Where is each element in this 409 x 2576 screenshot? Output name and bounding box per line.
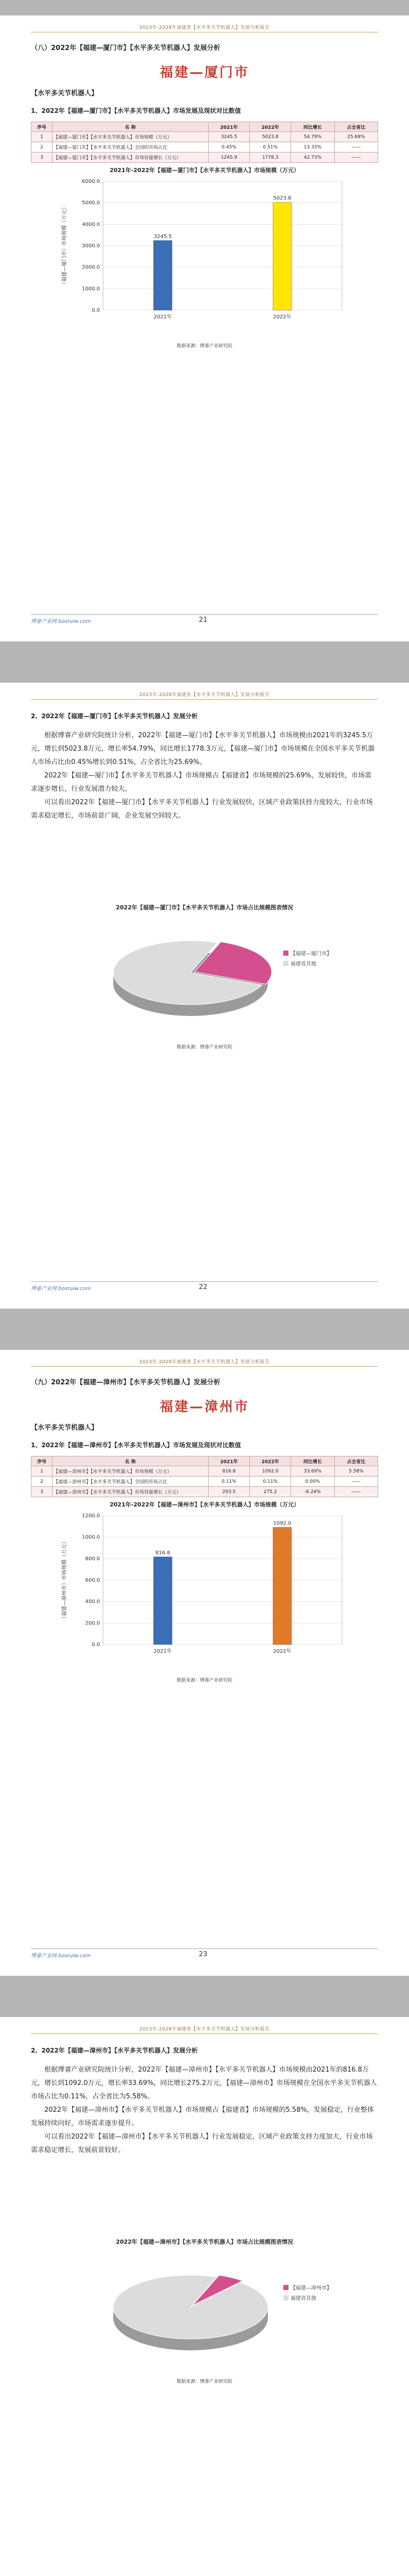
- page-footer: [31, 1281, 378, 1293]
- paragraph: 可以看出2022年【福建—漳州市】【水平多关节机器人】行业发展稳定，区域产业政策支持力度加大，行业市场需求稳定增长，发展前景较好。: [31, 2133, 373, 2154]
- y-tick-label: 2000.0: [82, 264, 100, 270]
- footer-site: 博睿产业网 bosruiw.com: [31, 619, 91, 624]
- table-cell: 1778.3: [250, 152, 291, 163]
- table-header: 序号: [31, 1456, 53, 1466]
- y-tick-label: 0.0: [92, 308, 100, 313]
- chart-title: 2021年-2022年【福建—厦门市】【水平多关节机器人】市场规模（万元）: [109, 167, 300, 174]
- bar-value-label: 3245.5: [154, 233, 172, 240]
- y-axis-label: （福建—厦门市）市场规模（万元）: [62, 205, 67, 287]
- report-page-23: [0, 1350, 409, 1976]
- y-tick-label: 3000.0: [82, 243, 100, 249]
- bar-value-label: 1092.0: [273, 1520, 292, 1527]
- paragraph: 2022年【福建—厦门市】【水平多关节机器人】市场规模占【福建省】市场规模的25.69%，发展较快，市场需求逐步增长，行业发展潜力较大。: [31, 772, 372, 793]
- y-tick-label: 1000.0: [82, 1534, 100, 1540]
- table-cell: 293.5: [209, 1487, 250, 1497]
- y-tick-label: 6000.0: [82, 179, 100, 184]
- report-page-24: [0, 2017, 409, 2576]
- table-header: 2021年: [209, 1456, 250, 1466]
- subsection-title: 1、2022年【福建—漳州市】【水平多关节机器人】市场发展及现状对比数值: [31, 1442, 241, 1449]
- bar-chart: [57, 1511, 352, 1665]
- table-header: 2022年: [250, 1456, 291, 1466]
- legend-label: 福建省其他: [291, 2296, 316, 2301]
- legend-label: 福建省其他: [291, 961, 316, 967]
- y-tick-label: 400.0: [85, 1599, 100, 1605]
- y-tick-label: 5000.0: [82, 200, 100, 206]
- legend-swatch: [283, 2295, 288, 2300]
- table-row: [31, 1466, 378, 1477]
- bar-chart: [57, 176, 352, 331]
- table-header: 占全省比: [334, 1456, 378, 1466]
- table-cell: -6.24%: [291, 1487, 334, 1497]
- legend-label: 【福建—漳州市】: [291, 2285, 332, 2291]
- subsection-title: 2、2022年【福建—漳州市】【水平多关节机器人】发展分析: [31, 2047, 198, 2054]
- y-tick-label: 800.0: [85, 1556, 100, 1562]
- table-header: 同比增长: [291, 122, 334, 132]
- chart-title: 2021年-2022年【福建—漳州市】【水平多关节机器人】市场规模（万元）: [109, 1501, 300, 1508]
- table-cell: 【福建—漳州市】【水平多关节机器人】市场容量增长（万元）: [53, 1487, 209, 1497]
- table-header: 2021年: [209, 122, 250, 132]
- section-title: （八）2022年【福建—厦门市】【水平多关节机器人】发展分析: [31, 44, 220, 52]
- page-number: 23: [199, 1951, 208, 1958]
- pie-slice: [113, 2275, 268, 2339]
- table-cell: 5.58%: [334, 1466, 378, 1477]
- table-row: [31, 142, 378, 152]
- footer-site: 博睿产业网 bosruiw.com: [31, 1953, 91, 1959]
- table-cell: 42.73%: [291, 152, 334, 163]
- legend-swatch: [283, 961, 288, 966]
- y-tick-label: 600.0: [85, 1578, 100, 1583]
- y-tick-label: 1000.0: [82, 286, 100, 292]
- report-page-22: [0, 683, 409, 1309]
- table-cell: ——: [334, 142, 378, 152]
- bar: [154, 241, 172, 310]
- y-tick-label: 200.0: [85, 1620, 100, 1626]
- table-header: 占全省比: [334, 122, 378, 132]
- page-header: 2023年-2028年福建省【水平多关节机器人】发展分析报告: [0, 24, 409, 30]
- page-footer: [31, 1948, 378, 1960]
- table-header: 序号: [31, 122, 53, 132]
- page-footer: [31, 614, 378, 626]
- table-header: 同比增长: [291, 1456, 334, 1466]
- table-header: 名 称: [53, 1456, 209, 1466]
- x-tick-label: 2021年: [154, 314, 172, 320]
- table-cell: 3: [31, 152, 53, 163]
- table-cell: 0.11%: [250, 1477, 291, 1487]
- table-cell: 2: [31, 1477, 53, 1487]
- pie-chart: [82, 2253, 332, 2371]
- bar: [273, 1528, 292, 1645]
- x-tick-label: 2021年: [154, 1649, 172, 1654]
- paragraph: 2022年【福建—漳州市】【水平多关节机器人】市场规模占【福建省】市场规模的5.58%，发展稳定，行业整体发展持续向好，市场需求逐步提升。: [31, 2106, 374, 2127]
- table-cell: 816.8: [209, 1466, 250, 1477]
- table-cell: 13.33%: [291, 142, 334, 152]
- market-data-table: [31, 1456, 378, 1497]
- table-cell: 【福建—厦门市】【水平多关节机器人】市场规模（万元）: [53, 132, 209, 142]
- bar-value-label: 816.8: [155, 1550, 171, 1556]
- analysis-text: [31, 2063, 378, 2157]
- bar: [154, 1557, 172, 1645]
- page-number: 22: [199, 1283, 208, 1291]
- table-cell: 5023.8: [250, 132, 291, 142]
- table-cell: 0.00%: [291, 1477, 334, 1487]
- table-cell: 0.11%: [209, 1477, 250, 1487]
- paragraph: 可以看出2022年【福建—厦门市】【水平多关节机器人】行业发展较快，区域产业政策扶持力度较大，行业市场需求稳定增长，市场前景广阔，企业发展空间较大。: [31, 799, 373, 820]
- city-heading: 福建—厦门市: [159, 65, 249, 80]
- table-cell: 2: [31, 142, 53, 152]
- x-tick-label: 2022年: [273, 1649, 292, 1654]
- legend-swatch: [283, 2285, 288, 2290]
- table-cell: 1: [31, 1466, 53, 1477]
- table-cell: 0.51%: [250, 142, 291, 152]
- topic-tag: 【水平多关节机器人】: [31, 1424, 98, 1432]
- city-heading: 福建—漳州市: [159, 1399, 249, 1415]
- analysis-text: [31, 729, 378, 823]
- table-cell: 3: [31, 1487, 53, 1497]
- y-axis-label: （福建—漳州市）市场规模（万元）: [62, 1539, 67, 1621]
- page-header: 2023年-2028年福建省【水平多关节机器人】发展分析报告: [0, 2025, 409, 2032]
- table-cell: 1: [31, 132, 53, 142]
- table-cell: 0.45%: [209, 142, 250, 152]
- y-tick-label: 4000.0: [82, 222, 100, 228]
- paragraph: 根据博睿产业研究院统计分析，2022年【福建—厦门市】【水平多关节机器人】市场规模由2021年的3245.5万元，增长到5023.8万元，增长率54.79%，同比增长1778.3万元，【福建—厦门市】市场规模在全国水平多关节机器人市场占比由0.45%增长到0.51%，占全省比为25.69%。: [31, 732, 375, 766]
- table-cell: 25.69%: [334, 132, 378, 142]
- table-cell: 【福建—厦门市】【水平多关节机器人】全国的市场占比: [53, 142, 209, 152]
- table-cell: 【福建—漳州市】【水平多关节机器人】市场规模（万元）: [53, 1466, 209, 1477]
- table-cell: ——: [334, 152, 378, 163]
- section-title: （九）2022年【福建—漳州市】【水平多关节机器人】发展分析: [31, 1379, 220, 1386]
- table-cell: 275.2: [250, 1487, 291, 1497]
- footer-site: 博睿产业网 bosruiw.com: [31, 1286, 91, 1292]
- table-cell: 1092.0: [250, 1466, 291, 1477]
- table-cell: ——: [334, 1477, 378, 1487]
- source-note: 数据来源：博睿产业研究院: [176, 1045, 232, 1050]
- subsection-title: 2、2022年【福建—厦门市】【水平多关节机器人】发展分析: [31, 713, 198, 720]
- pie-chart: [82, 919, 332, 1037]
- bar: [273, 202, 292, 310]
- table-header: 2022年: [250, 122, 291, 132]
- table-cell: 【福建—漳州市】【水平多关节机器人】全国的市场占比: [53, 1477, 209, 1487]
- subsection-title: 1、2022年【福建—厦门市】【水平多关节机器人】市场发展及现状对比数值: [31, 107, 241, 114]
- bar-value-label: 5023.8: [273, 195, 292, 201]
- legend-label: 【福建—厦门市】: [291, 951, 332, 957]
- page-header: 2023年-2028年福建省【水平多关节机器人】发展分析报告: [0, 691, 409, 698]
- table-cell: ——: [334, 1487, 378, 1497]
- source-note: 数据来源：博睿产业研究院: [176, 1678, 232, 1683]
- chart-title: 2022年【福建—厦门市】【水平多关节机器人】市场占比规模图表情况: [115, 904, 294, 911]
- table-cell: 1245.9: [209, 152, 250, 163]
- table-cell: 54.79%: [291, 132, 334, 142]
- table-row: [31, 152, 378, 163]
- page-header: 2023年-2028年福建省【水平多关节机器人】发展分析报告: [0, 1358, 409, 1365]
- x-tick-label: 2022年: [273, 314, 292, 320]
- source-note: 数据来源：博睿产业研究院: [176, 2379, 232, 2384]
- table-cell: 【福建—厦门市】【水平多关节机器人】市场容量增长（万元）: [53, 152, 209, 163]
- topic-tag: 【水平多关节机器人】: [31, 90, 98, 97]
- chart-title: 2022年【福建—漳州市】【水平多关节机器人】市场占比规模图表情况: [115, 2239, 294, 2245]
- page-number: 21: [199, 616, 208, 624]
- table-row: [31, 1477, 378, 1487]
- report-page-21: [0, 15, 409, 641]
- y-tick-label: 0.0: [92, 1642, 100, 1648]
- legend-swatch: [283, 951, 288, 956]
- table-cell: 33.69%: [291, 1466, 334, 1477]
- table-header: 名 称: [53, 122, 209, 132]
- paragraph: 根据博睿产业研究院统计分析，2022年【福建—漳州市】【水平多关节机器人】市场规模由2021年的816.8万元，增长到1092.0万元，增长率33.69%，同比增长275.2万元，【福建—漳州市】市场规模在全国水平多关节机器人市场占比为0.11%，占全省比为5.58%。: [31, 2066, 377, 2100]
- table-row: [31, 132, 378, 142]
- table-row: [31, 1487, 378, 1497]
- y-tick-label: 1200.0: [82, 1513, 100, 1519]
- market-data-table: [31, 122, 378, 163]
- source-note: 数据来源：博睿产业研究院: [176, 344, 232, 349]
- table-cell: 3245.5: [209, 132, 250, 142]
